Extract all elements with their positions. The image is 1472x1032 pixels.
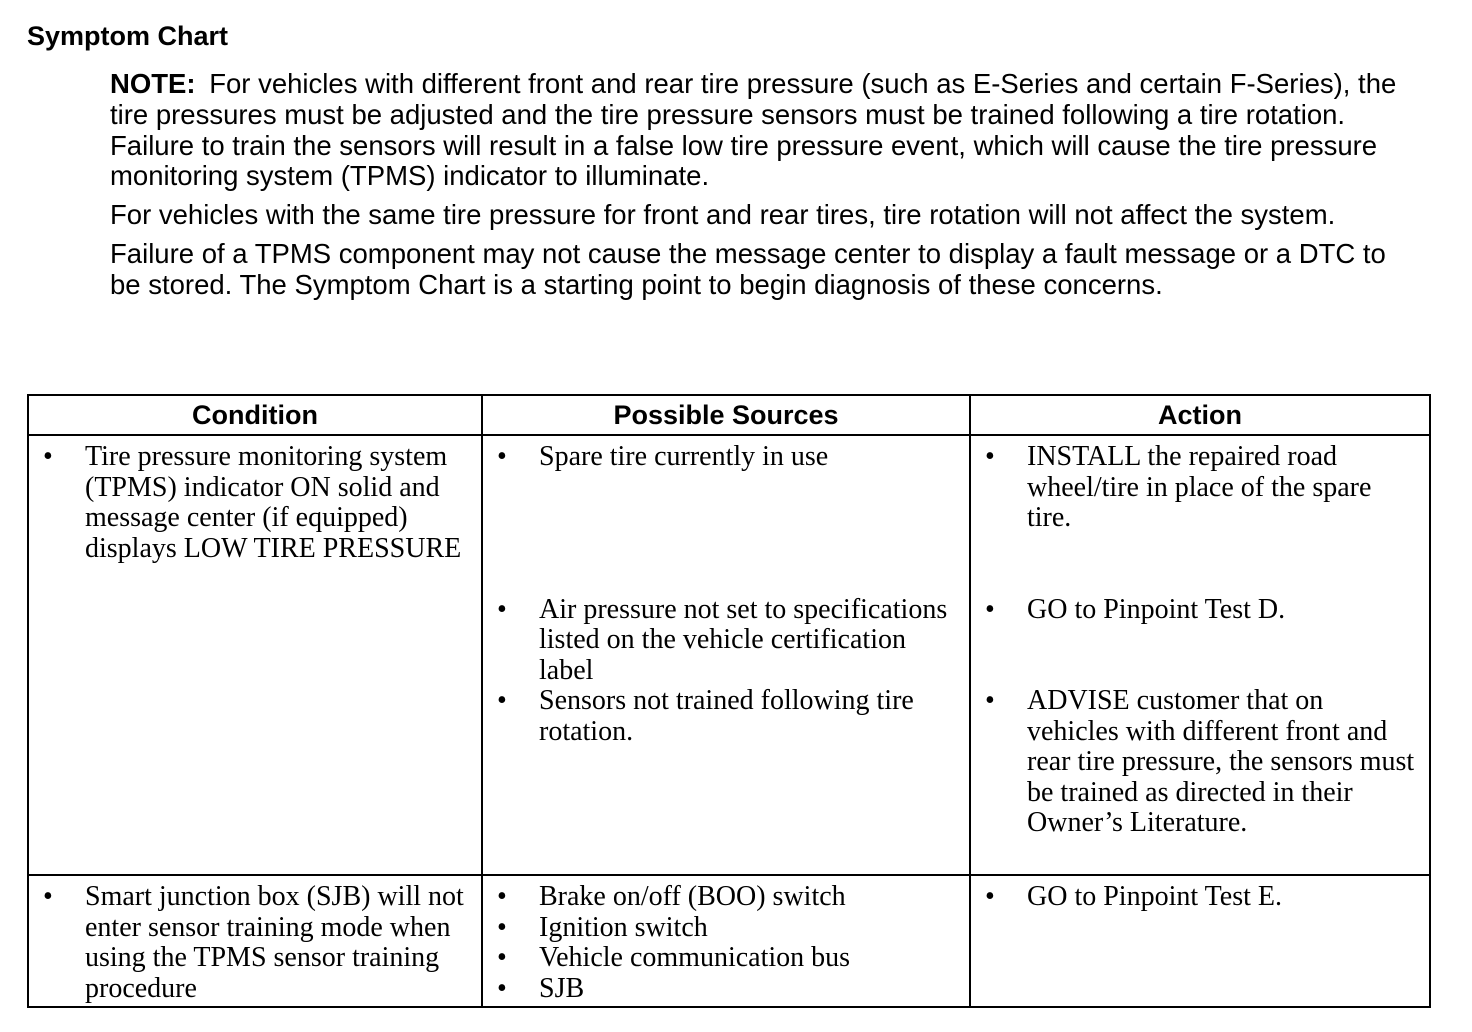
source-item: • Vehicle communication bus [495,943,961,974]
note-paragraph-2: For vehicles with the same tire pressure for front and rear tires, tire rotation will not affect the system. [110,199,1336,231]
spacer [495,473,961,504]
action-cell [970,875,1430,1007]
source-item: • SJB [495,974,961,1005]
spacer [983,625,1421,656]
source-item: • Brake on/off (BOO) switch [495,882,961,913]
spacer [495,534,961,565]
header-condition: Condition [28,395,482,435]
note-label: NOTE: [110,68,196,99]
header-action: Action [970,395,1430,435]
note-paragraph-3: Failure of a TPMS component may not cause the message center to display a fault message or a DTC to be stored. The Symptom Chart is a starting point to begin diagnosis of these concerns. [110,237,1386,300]
spacer [495,503,961,534]
page-title: Symptom Chart [27,21,229,51]
note-block [110,69,1410,309]
header-possible-sources: Possible Sources [482,395,970,435]
action-item: • ADVISE customer that on vehicles with different front and rear tire pressure, the sensors must be trained as directed in their Owner’s Literature. [983,686,1421,839]
spacer [495,564,961,595]
spacer [983,656,1421,687]
action-item: • GO to Pinpoint Test E. [983,882,1421,913]
spacer [983,534,1421,565]
note-text-1: For vehicles with different front and rear tire pressure (such as E-Series and certain F-Series), the tire pressures must be adjusted and the tire pressure sensors must be trained following a tire rotation. Failure to train the sensors will result in a false low tire pressure event, which will cause the tire pressure monitoring system (TPMS) indicator to illuminate. [110,68,1397,192]
action-cell [970,435,1430,875]
condition-cell [28,435,482,875]
condition-item: • Tire pressure monitoring system (TPMS) indicator ON solid and message center (if equipped) displays LOW TIRE PRESSURE [41,442,473,564]
table-header-row [28,395,1430,435]
table-row [28,435,1430,875]
source-item: • Ignition switch [495,913,961,944]
source-item: • Air pressure not set to specifications listed on the vehicle certification label [495,595,961,687]
source-item: • Spare tire currently in use [495,442,961,473]
source-item: • Sensors not trained following tire rotation. [495,686,961,747]
symptom-table [27,394,1431,1008]
sources-cell [482,435,970,875]
condition-item: • Smart junction box (SJB) will not enter sensor training mode when using the TPMS sensor training procedure [41,882,473,1004]
table-row [28,875,1430,1007]
spacer [983,564,1421,595]
condition-cell [28,875,482,1007]
sources-cell [482,875,970,1007]
action-item: • INSTALL the repaired road wheel/tire in place of the spare tire. [983,442,1421,534]
action-item: • GO to Pinpoint Test D. [983,595,1421,626]
note-paragraph-1 [110,69,1410,192]
